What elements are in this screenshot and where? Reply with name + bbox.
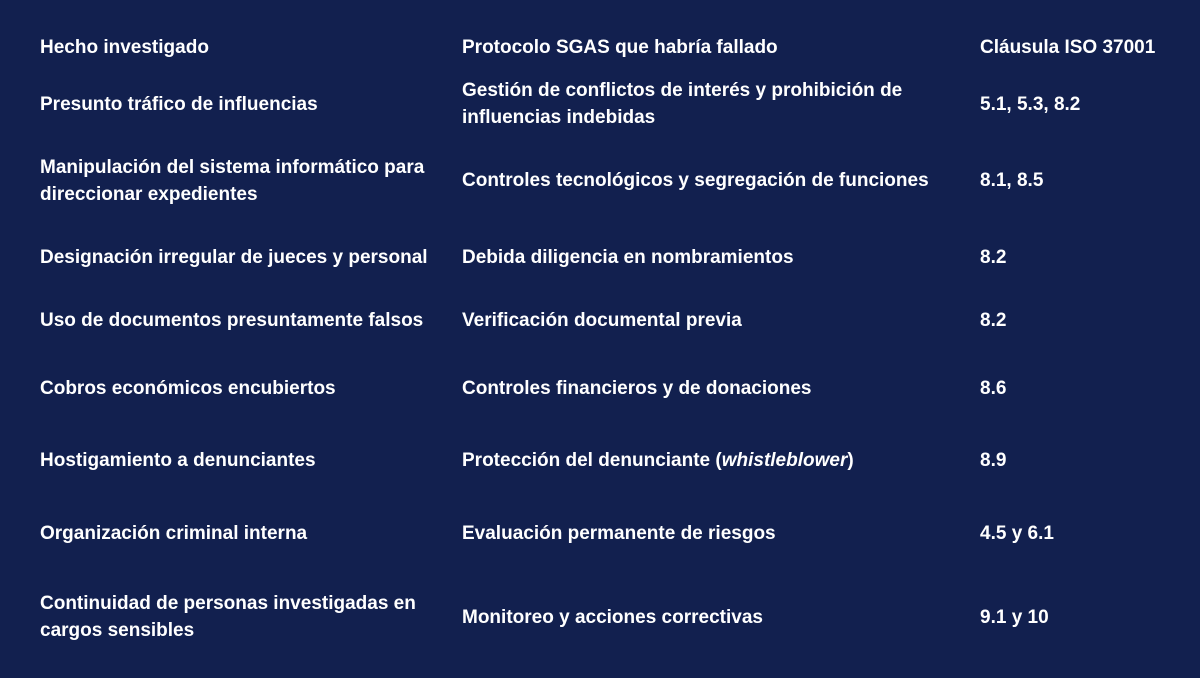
cell-hecho: Cobros económicos encubiertos: [40, 377, 336, 399]
table-header-row: [32, 22, 1172, 72]
cell-protocolo: Evaluación permanente de riesgos: [462, 522, 776, 544]
header-protocolo: Protocolo SGAS que habría fallado: [462, 36, 778, 58]
table-row: [32, 225, 1172, 289]
cell-hecho: Designación irregular de jueces y personal: [40, 246, 428, 268]
cell-clausula: 8.1, 8.5: [980, 170, 1044, 191]
table-row: [32, 352, 1172, 424]
cell-clausula: 4.5 y 6.1: [980, 522, 1054, 544]
cell-hecho: Uso de documentos presuntamente falsos: [40, 310, 424, 331]
cell-clausula: 5.1, 5.3, 8.2: [980, 93, 1081, 115]
cell-clausula: 8.2: [980, 246, 1007, 268]
table-row: [32, 497, 1172, 569]
protocolo-text-after: ): [847, 450, 854, 471]
cell-protocolo: Verificación documental previa: [462, 310, 742, 331]
table-row: [32, 72, 1172, 136]
header-clausula: Cláusula ISO 37001: [980, 36, 1156, 58]
cell-protocolo: Controles financieros y de donaciones: [462, 377, 812, 399]
protocolo-text-before: Protección del denunciante (: [462, 450, 722, 471]
cell-clausula: 8.2: [980, 310, 1007, 331]
cell-clausula: 8.6: [980, 377, 1007, 399]
table-row: [32, 424, 1172, 497]
cell-clausula: 9.1 y 10: [980, 606, 1049, 628]
table-row: [32, 289, 1172, 352]
iso-37001-table: [32, 22, 1172, 665]
cell-clausula: 8.9: [980, 450, 1007, 471]
table-row: [32, 569, 1172, 665]
cell-hecho: Continuidad de personas investigadas en cargos sensibles: [40, 593, 416, 641]
cell-protocolo: Controles tecnológicos y segregación de funciones: [462, 170, 929, 191]
cell-protocolo: Monitoreo y acciones correctivas: [462, 606, 763, 628]
cell-protocolo: Debida diligencia en nombramientos: [462, 246, 794, 268]
cell-protocolo: [454, 424, 972, 497]
cell-hecho: Presunto tráfico de influencias: [40, 93, 318, 115]
header-hecho: Hecho investigado: [40, 36, 209, 58]
cell-hecho: Manipulación del sistema informático para direccionar expedientes: [40, 156, 425, 205]
protocolo-text-italic: whistleblower: [721, 450, 848, 471]
cell-hecho: Organización criminal interna: [40, 522, 308, 544]
cell-hecho: Hostigamiento a denunciantes: [40, 450, 316, 471]
cell-protocolo: Gestión de conflictos de interés y prohibición de influencias indebidas: [462, 80, 903, 128]
table-row: [32, 136, 1172, 225]
